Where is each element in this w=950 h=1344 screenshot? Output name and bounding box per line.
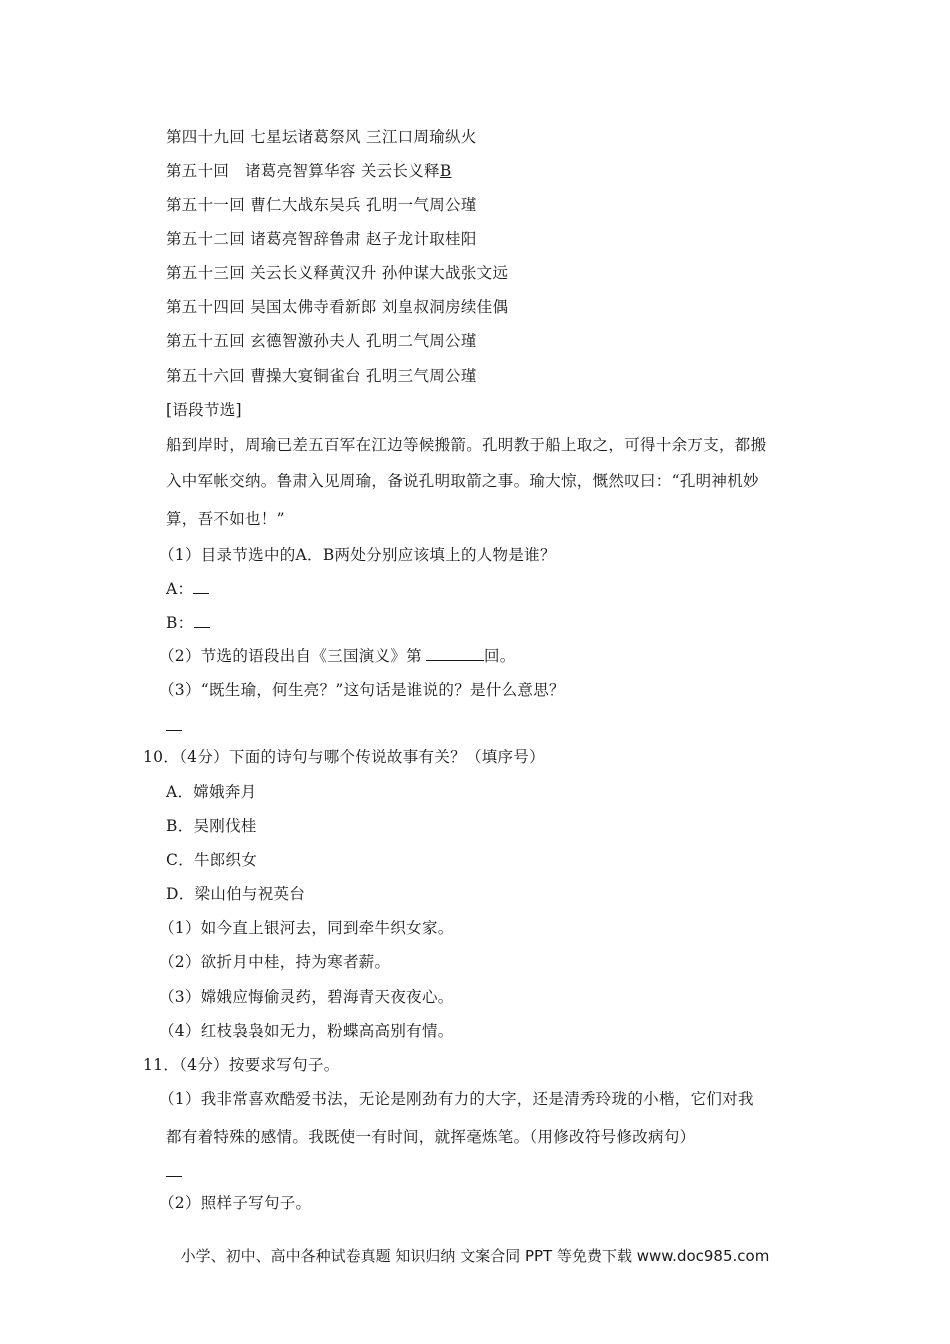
q10-item-1: （1）如今直上银河去，同到牵牛织女家。 xyxy=(159,919,454,937)
toc-b-mark: B xyxy=(439,162,452,180)
passage-line-1: 船到岸时，周瑜已差五百军在江边等候搬箭。孔明教于船上取之，可得十余万支，都搬 xyxy=(166,436,767,454)
toc-line-54: 第五十四回 吴国太佛寺看新郎 刘皇叔洞房续佳偶 xyxy=(166,298,509,316)
passage-line-2: 入中军帐交纳。鲁肃入见周瑜，备说孔明取箭之事。瑜大惊，慨然叹曰：“孔明神机妙 xyxy=(166,472,759,490)
toc-line-51: 第五十一回 曹仁大战东吴兵 孔明一气周公瑾 xyxy=(166,196,477,214)
toc-line-49: 第四十九回 七星坛诸葛祭风 三江口周瑜纵火 xyxy=(166,128,477,146)
toc-line-53: 第五十三回 关云长义释黄汉升 孙仲谋大战张文远 xyxy=(166,264,509,282)
q10-option-d: D．梁山伯与祝英台 xyxy=(166,885,306,903)
toc-line-56: 第五十六回 曹操大宴铜雀台 孔明三气周公瑾 xyxy=(166,367,477,385)
page-footer[interactable]: 小学、初中、高中各种试卷真题 知识归纳 文案合同 PPT 等免费下载 www.doc985.com xyxy=(180,1247,770,1265)
q10-option-c: C．牛郎织女 xyxy=(166,851,258,869)
q9-answer-a-label: A： xyxy=(166,580,194,598)
q9-sub2-pre: （2）节选的语段出自《三国演义》第 xyxy=(159,647,422,665)
q9-answer-a xyxy=(166,579,209,599)
q9-answer-b xyxy=(166,613,210,633)
toc-line-52: 第五十二回 诸葛亮智辞鲁肃 赵子龙计取桂阳 xyxy=(166,230,477,248)
answer-blank-q11-1[interactable] xyxy=(166,1162,182,1177)
q11-sub2: （2）照样子写句子。 xyxy=(159,1194,312,1212)
q10-option-b: B．吴刚伐桂 xyxy=(166,817,257,835)
passage-line-3: 算，吾不如也！” xyxy=(166,510,285,528)
q10-item-3: （3）嫦娥应悔偷灵药，碧海青天夜夜心。 xyxy=(159,988,454,1006)
answer-blank-a[interactable] xyxy=(193,579,209,594)
q9-answer-b-label: B： xyxy=(166,614,194,632)
q11-stem-line xyxy=(143,1055,340,1075)
toc-line-55: 第五十五回 玄德智激孙夫人 孔明二气周公瑾 xyxy=(166,332,477,350)
q9-sub2-post: 回。 xyxy=(483,647,516,665)
q11-sub1-line-1: （1）我非常喜欢酷爱书法，无论是刚劲有力的大字，还是清秀玲珑的小楷，它们对我 xyxy=(159,1090,754,1108)
chapter-number-blank[interactable] xyxy=(426,646,484,661)
q10-stem-line xyxy=(143,747,545,767)
q10-item-2: （2）欲折月中桂，持为寒者薪。 xyxy=(159,953,391,971)
q10-number: 10． xyxy=(143,748,180,766)
q11-number: 11． xyxy=(143,1056,180,1074)
q9-sub1: （1）目录节选中的A．B两处分别应该填上的人物是谁？ xyxy=(159,546,556,564)
section-label: [语段节选] xyxy=(166,401,242,419)
q9-sub3: （3）“既生瑜，何生亮？”这句话是谁说的？是什么意思？ xyxy=(159,681,565,699)
answer-blank-q9-3[interactable] xyxy=(166,716,182,731)
q10-option-a: A．嫦娥奔月 xyxy=(166,783,257,801)
q9-sub2 xyxy=(159,646,516,666)
answer-blank-b[interactable] xyxy=(194,613,210,628)
q11-stem: （4分）按要求写句子。 xyxy=(179,1056,340,1074)
q10-stem: （4分）下面的诗句与哪个传说故事有关？（填序号） xyxy=(179,748,545,766)
toc-line-50 xyxy=(166,161,452,181)
q10-item-4: （4）红枝袅袅如无力，粉蝶高高别有情。 xyxy=(159,1022,454,1040)
toc-line-50-text: 第五十回 诸葛亮智算华容 关云长义释 xyxy=(166,162,440,180)
q11-sub1-line-2: 都有着特殊的感情。我既使一有时间，就挥毫炼笔。（用修改符号修改病句） xyxy=(166,1128,696,1146)
